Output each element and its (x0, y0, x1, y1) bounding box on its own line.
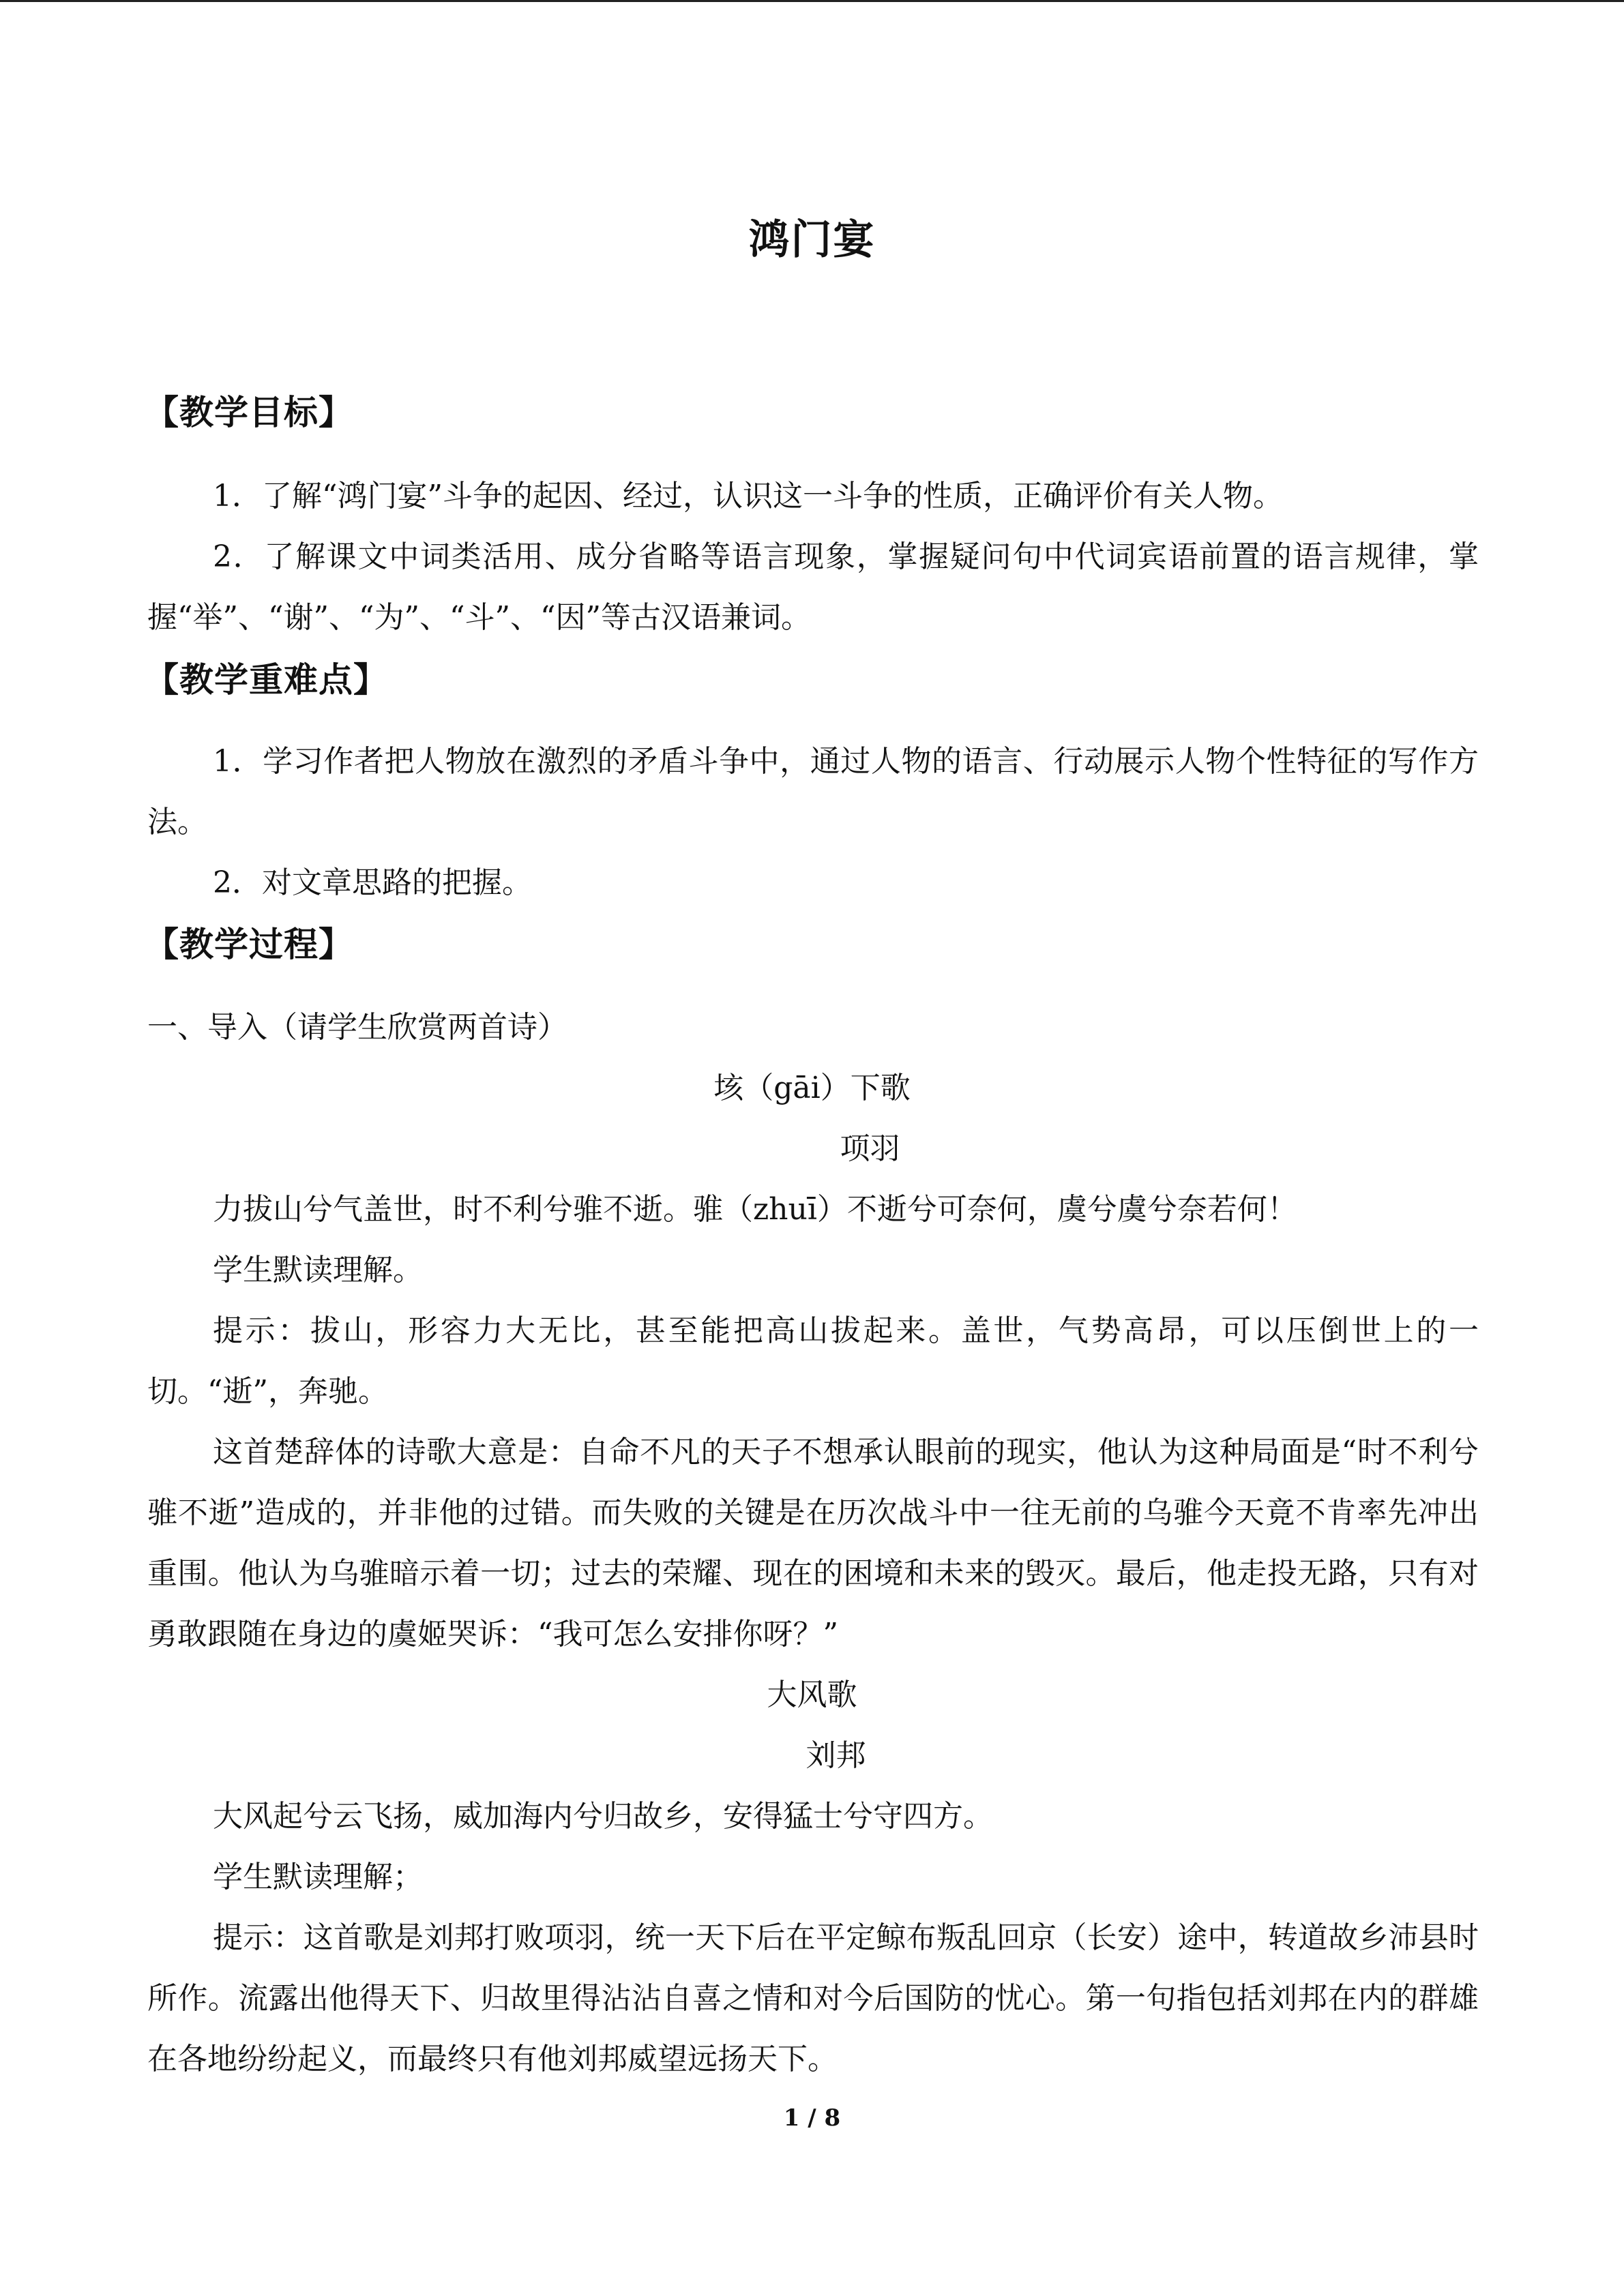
poem2-author: 刘邦 (806, 1738, 866, 1773)
poem2-text: 大风起兮云飞扬，威加海内兮归故乡，安得猛士兮守四方。 (213, 1799, 993, 1834)
poem1-text: 力拔山兮气盖世，时不利兮骓不逝。骓（zhuī）不逝兮可奈何，虞兮虞兮奈若何！ (213, 1192, 1297, 1227)
poem1-read-note: 学生默读理解。 (213, 1253, 423, 1287)
key-point-2: 2．对文章思路的把握。 (213, 865, 532, 900)
poem1-hint: 提示：拔山，形容力大无比，甚至能把高山拔起来。盖世，气势高昂，可以压倒世上的一切。“逝”，奔驰。 (147, 1313, 1479, 1409)
objective-1: 1．了解“鸿门宴”斗争的起因、经过，认识这一斗争的性质，正确评价有关人物。 (213, 479, 1283, 513)
poem2-title: 大风歌 (767, 1678, 857, 1712)
heading-key-points: 【教学重难点】 (145, 659, 388, 700)
heading-process: 【教学过程】 (145, 924, 353, 964)
page-number: 1 / 8 (783, 2104, 841, 2132)
key-point-1: 1．学习作者把人物放在激烈的矛盾斗争中，通过人物的语言、行动展示人物个性特征的写作方法。 (147, 744, 1479, 839)
heading-objectives: 【教学目标】 (145, 392, 353, 432)
poem1-meaning: 这首楚辞体的诗歌大意是：自命不凡的天子不想承认眼前的现实，他认为这种局面是“时不利兮骓不逝”造成的，并非他的过错。而失败的关键是在历次战斗中一往无前的乌骓今天竟不肯率先冲出重围。他认为乌骓暗示着一切；过去的荣耀、现在的困境和未来的毁灭。最后，他走投无路，只有对勇敢跟随在身边的虞姬哭诉：“我可怎么安排你呀？” (147, 1435, 1479, 1652)
poem2-read-note: 学生默读理解； (213, 1860, 423, 1894)
process-intro: 一、导入（请学生欣赏两首诗） (147, 1010, 567, 1045)
document-title: 鸿门宴 (748, 216, 876, 264)
poem2-hint: 提示：这首歌是刘邦打败项羽，统一天下后在平定鲸布叛乱回京（长安）途中，转道故乡沛县时所作。流露出他得天下、归故里得沾沾自喜之情和对今后国防的忧心。第一句指包括刘邦在内的群雄在各地纷纷起义，而最终只有他刘邦威望远扬天下。 (147, 1920, 1479, 2076)
poem1-title: 垓（gāi）下歌 (713, 1071, 911, 1105)
poem1-author: 项羽 (840, 1131, 900, 1166)
objective-2: 2．了解课文中词类活用、成分省略等语言现象，掌握疑问句中代词宾语前置的语言规律，掌握“举”、“谢”、“为”、“斗”、“因”等古汉语兼词。 (147, 539, 1479, 635)
